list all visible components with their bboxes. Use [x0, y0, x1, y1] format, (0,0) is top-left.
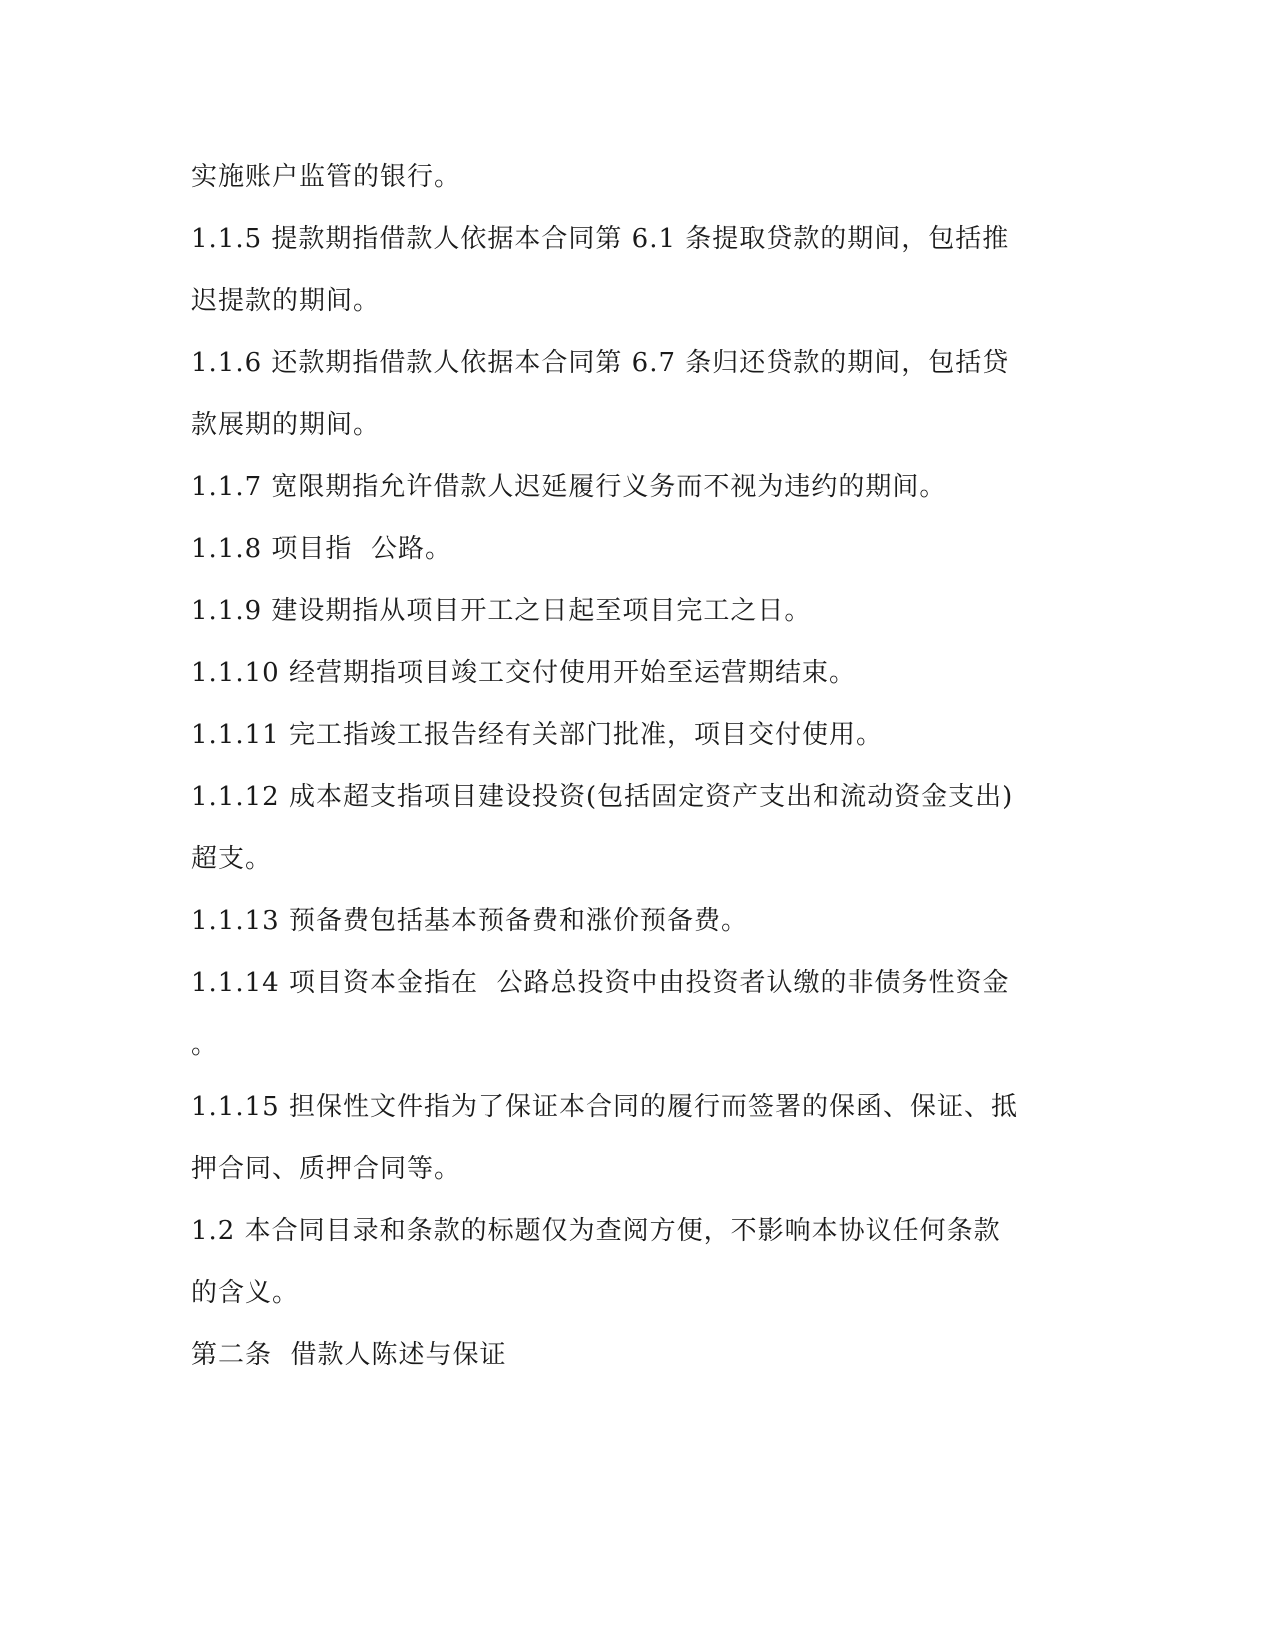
clause-1-1-9: 1.1.9 建设期指从项目开工之日起至项目完工之日。 — [191, 596, 812, 626]
clause-1-1-7: 1.1.7 宽限期指允许借款人迟延履行义务而不视为违约的期间。 — [191, 472, 947, 502]
article-2-heading: 第二条 借款人陈述与保证 — [191, 1340, 507, 1370]
clause-1-1-13: 1.1.13 预备费包括基本预备费和涨价预备费。 — [191, 906, 748, 936]
text-line: 的含义。 — [191, 1278, 300, 1308]
text-line: 超支。 — [191, 844, 273, 874]
clause-1-1-10: 1.1.10 经营期指项目竣工交付使用开始至运营期结束。 — [191, 658, 856, 688]
text-line: 。 — [191, 1030, 219, 1060]
clause-1-2: 1.2 本合同目录和条款的标题仅为查阅方便，不影响本协议任何条款 — [191, 1216, 1001, 1246]
clause-1-1-6: 1.1.6 还款期指借款人依据本合同第 6.7 条归还贷款的期间，包括贷 — [191, 348, 1010, 378]
text-line: 押合同、质押合同等。 — [191, 1154, 462, 1184]
clause-1-1-15: 1.1.15 担保性文件指为了保证本合同的履行而签署的保函、保证、抵 — [191, 1092, 1018, 1122]
clause-1-1-11: 1.1.11 完工指竣工报告经有关部门批准，项目交付使用。 — [191, 720, 883, 750]
clause-1-1-5: 1.1.5 提款期指借款人依据本合同第 6.1 条提取贷款的期间，包括推 — [191, 224, 1010, 254]
clause-1-1-8: 1.1.8 项目指 公路。 — [191, 534, 452, 564]
text-line: 实施账户监管的银行。 — [191, 162, 462, 192]
text-line: 迟提款的期间。 — [191, 286, 381, 316]
clause-1-1-14: 1.1.14 项目资本金指在 公路总投资中由投资者认缴的非债务性资金 — [191, 968, 1010, 998]
text-line: 款展期的期间。 — [191, 410, 381, 440]
clause-1-1-12: 1.1.12 成本超支指项目建设投资(包括固定资产支出和流动资金支出) — [191, 782, 1014, 812]
